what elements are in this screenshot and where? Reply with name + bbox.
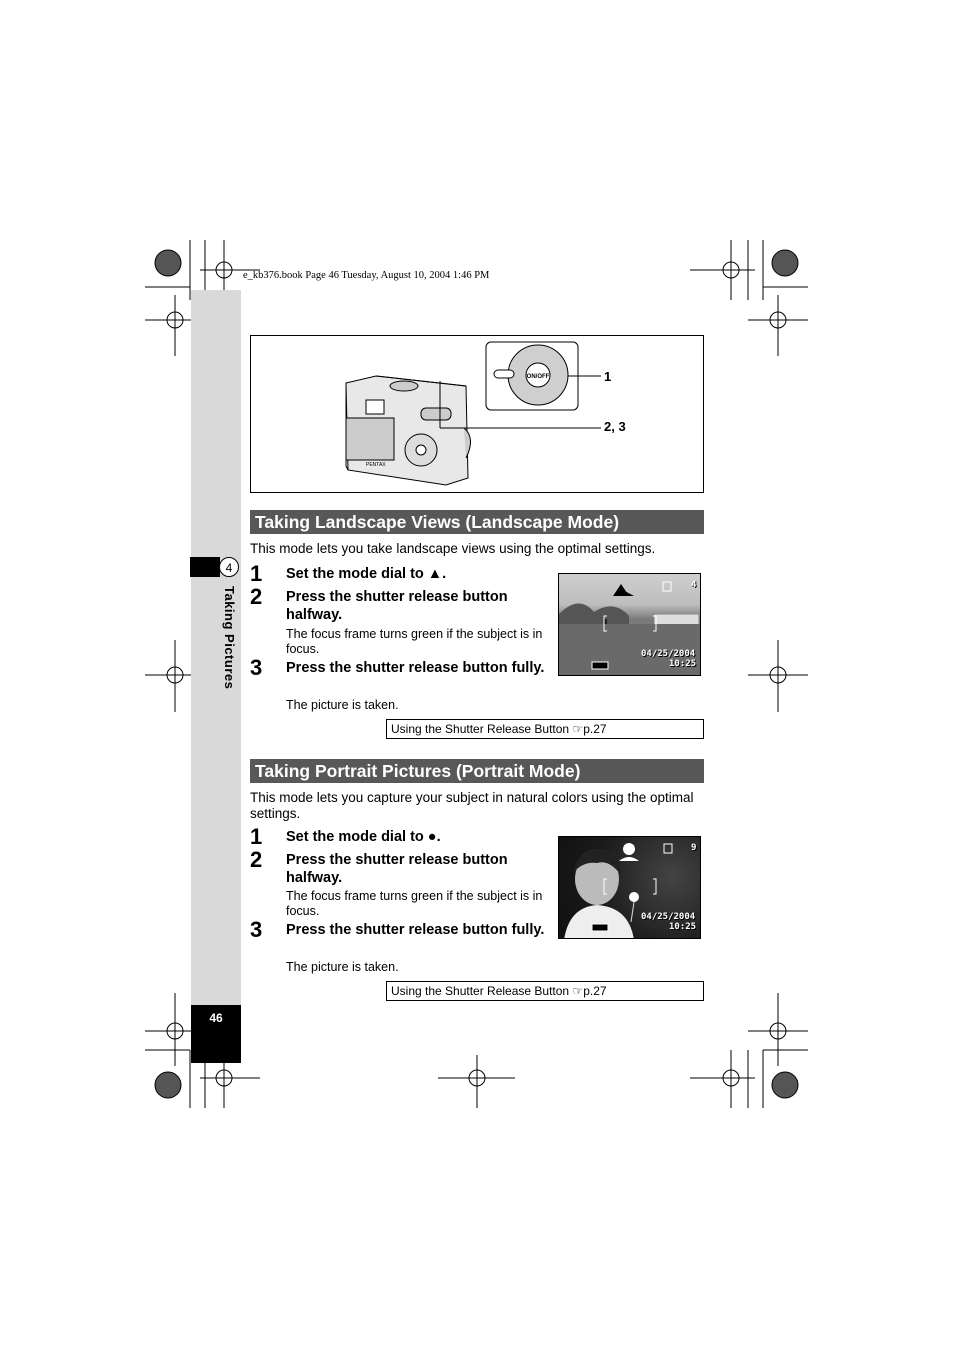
- landscape-shots-remaining: 4: [691, 580, 697, 590]
- landscape-date: 04/25/2004: [641, 649, 696, 659]
- landscape-step-2-note: The focus frame turns green if the subject is in focus.: [286, 627, 543, 656]
- chapter-number: 4: [219, 557, 239, 577]
- chapter-tab: [190, 557, 220, 577]
- portrait-step-3-note: The picture is taken.: [286, 960, 399, 974]
- portrait-date: 04/25/2004: [641, 912, 696, 922]
- landscape-lcd-preview: [558, 573, 701, 676]
- landscape-time: 10:25: [669, 659, 697, 669]
- landscape-step-3-note: The picture is taken.: [286, 698, 399, 712]
- portrait-step-2-number: 2: [250, 847, 263, 872]
- portrait-time: 10:25: [669, 922, 697, 932]
- landscape-section-title: Taking Landscape Views (Landscape Mode): [250, 510, 704, 534]
- camera-illustration: [336, 338, 646, 488]
- portrait-intro: This mode lets you capture your subject in natural colors using the optimal settings.: [250, 790, 694, 821]
- portrait-shots-remaining: 9: [691, 843, 697, 853]
- landscape-mode-icon: ▲: [427, 566, 443, 582]
- portrait-step-2-text: Press the shutter release button halfway.: [286, 852, 508, 886]
- portrait-reference: Using the Shutter Release Button ☞p.27: [386, 981, 704, 1001]
- portrait-section-title: Taking Portrait Pictures (Portrait Mode): [250, 759, 704, 783]
- landscape-step-2-number: 2: [250, 584, 263, 609]
- portrait-step-1-number: 1: [250, 824, 263, 849]
- landscape-reference: Using the Shutter Release Button ☞p.27: [386, 719, 704, 739]
- landscape-step-1-text: Set the mode dial to ▲.: [286, 566, 447, 582]
- portrait-step-3-number: 3: [250, 917, 263, 942]
- portrait-lcd-preview: [558, 836, 701, 939]
- callout-2-3: 2, 3: [604, 419, 626, 434]
- page-number: 46: [209, 1011, 223, 1025]
- landscape-step-2-text: Press the shutter release button halfway.: [286, 589, 508, 623]
- portrait-mode-icon: ●: [427, 829, 437, 845]
- landscape-intro: This mode lets you take landscape views using the optimal settings.: [250, 541, 656, 556]
- print-header: e_kb376.book Page 46 Tuesday, August 10, 2004 1:46 PM: [243, 270, 490, 281]
- chapter-title: Taking Pictures: [222, 586, 237, 690]
- portrait-step-3-text: Press the shutter release button fully.: [286, 922, 545, 938]
- landscape-step-3-number: 3: [250, 655, 263, 680]
- landscape-step-3-text: Press the shutter release button fully.: [286, 660, 545, 676]
- portrait-step-2-note: The focus frame turns green if the subject is in focus.: [286, 889, 543, 918]
- svg-text:PENTAX: PENTAX: [366, 462, 386, 468]
- landscape-step-1-number: 1: [250, 561, 263, 586]
- portrait-step-1-text: Set the mode dial to ●.: [286, 829, 441, 845]
- dial-center-label: ON/OFF: [526, 374, 550, 380]
- callout-1: 1: [604, 369, 612, 384]
